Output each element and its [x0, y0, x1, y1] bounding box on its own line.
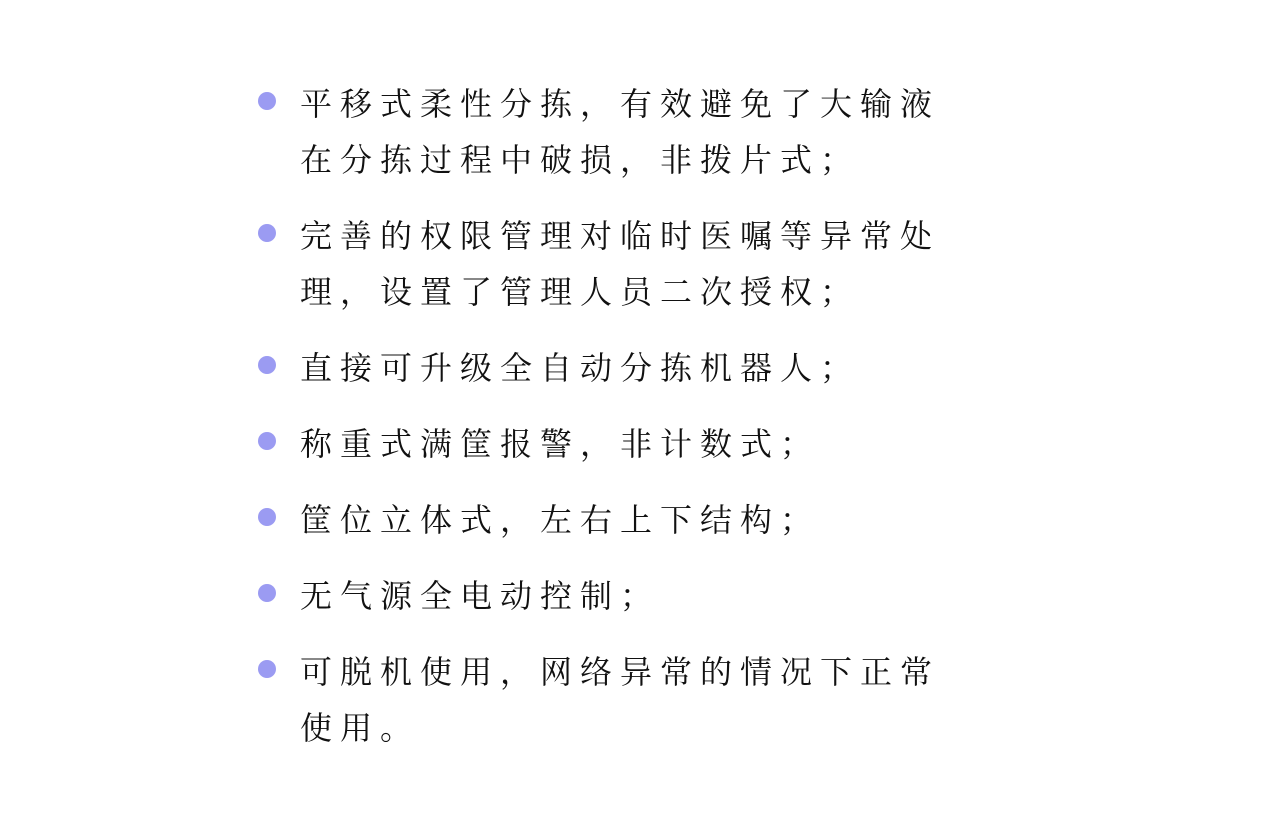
bullet-dot-icon: [258, 432, 276, 450]
feature-text: 无气源全电动控制；: [300, 577, 661, 615]
bullet-dot-icon: [258, 508, 276, 526]
feature-text: 可脱机使用，网络异常的情况下正常使用。: [300, 653, 941, 747]
list-item: [258, 208, 978, 320]
bullet-dot-icon: [258, 92, 276, 110]
bullet-dot-icon: [258, 356, 276, 374]
list-item: [258, 340, 978, 396]
bullet-dot-icon: [258, 660, 276, 678]
feature-text: 完善的权限管理对临时医嘱等异常处理，设置了管理人员二次授权；: [300, 217, 941, 311]
bullet-dot-icon: [258, 584, 276, 602]
list-item: [258, 568, 978, 624]
list-item: [258, 76, 978, 188]
feature-text: 平移式柔性分拣，有效避免了大输液在分拣过程中破损，非拨片式；: [300, 85, 941, 179]
list-item: [258, 644, 978, 756]
list-item: [258, 416, 978, 472]
bullet-dot-icon: [258, 224, 276, 242]
list-item: [258, 492, 978, 548]
feature-text: 称重式满筐报警，非计数式；: [300, 425, 821, 463]
feature-list: [258, 76, 978, 776]
feature-text: 筐位立体式，左右上下结构；: [300, 501, 821, 539]
feature-text: 直接可升级全自动分拣机器人；: [300, 349, 861, 387]
